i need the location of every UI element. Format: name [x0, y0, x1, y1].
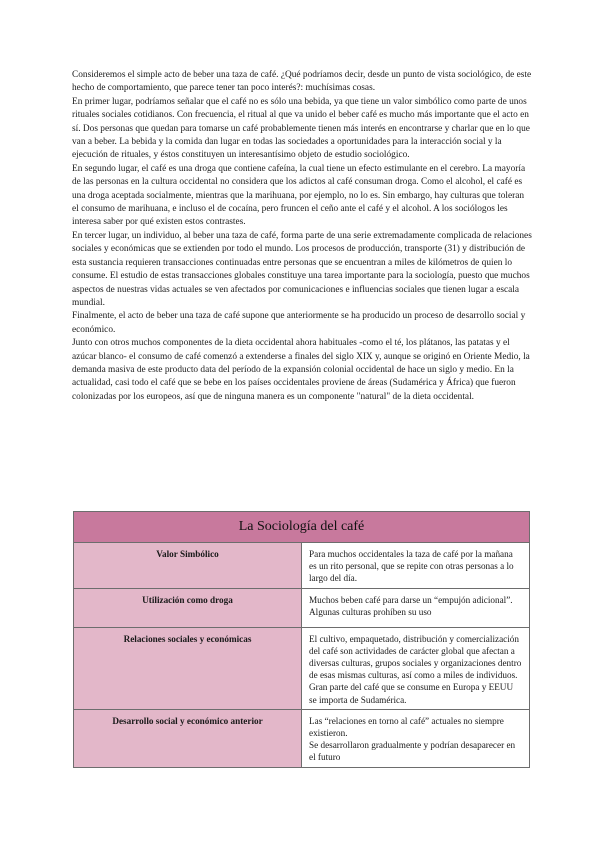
row-label: Relaciones sociales y económicas: [74, 627, 302, 709]
row-value-line: Se desarrollaron gradualmente y podrían desaparecer en el futuro: [309, 740, 516, 763]
paragraph-first-point: En primer lugar, podríamos señalar que el café no es sólo una bebida, ya que tiene un valor simbólico como parte de unos rituales sociales cotidianos. Con frecuencia, el ritual al que va unido el beber café es mucho más importante que el acto en sí. Dos personas que quedan para tomarse un café probablemente tienen más interés en encontrarse y charlar que en lo que van a beber. La bebida y la comida dan lugar en todas las sociedades a oportunidades para la interacción social y la ejecución de rituales, y éstos constituyen un interesantísimo objeto de estudio sociológico.: [72, 96, 530, 161]
table-row: [74, 627, 530, 709]
sociology-coffee-table: [73, 511, 530, 768]
table-row: [74, 588, 530, 627]
row-value-line: Para muchos occidentales la taza de café por la mañana es un rito personal, que se repite con otras personas a lo largo del día.: [309, 549, 514, 584]
row-value: [302, 588, 530, 627]
row-value: [302, 709, 530, 767]
paragraph-history: Junto con otros muchos componentes de la dieta occidental ahora habituales -como el té, los plátanos, las patatas y el azúcar blanco- el consumo de café comenzó a extenderse a finales del siglo XIX y, aunque se originó en Oriente Medio, la demanda masiva de este producto data del período de la expansión colonial occidental de hace un siglo y medio. En la actualidad, casi todo el café que se bebe en los países occidentales proviene de áreas (Sudamérica y África) que fueron colonizadas por los europeos, así que de ninguna manera es un componente "natural" de la dieta occidental.: [72, 338, 530, 402]
row-label: Valor Simbólico: [74, 543, 302, 589]
body-text: [72, 69, 532, 404]
table-title: La Sociología del café: [74, 512, 530, 543]
paragraph-third-point: En tercer lugar, un individuo, al beber una taza de café, forma parte de una serie extremadamente complicada de relaciones sociales y económicas que se extienden por todo el mundo. Los procesos de producción, transporte (31) y distribución de esta sustancia requieren transacciones continuadas entre personas que se encuentran a miles de kilómetros de quien lo consume. El estudio de estas transacciones globales constituye una tarea importante para la sociología, puesto que muchos aspectos de nuestras vidas actuales se ven afectados por comunicaciones e influencias sociales que tienen lugar a escala mundial.: [72, 230, 532, 308]
row-value-line: Las “relaciones en torno al café” actuales no siempre existieron.: [309, 715, 504, 739]
paragraph-finally: Finalmente, el acto de beber una taza de café supone que anteriormente se ha producido un proceso de desarrollo social y económico.: [72, 311, 526, 335]
row-label: Utilización como droga: [74, 588, 302, 627]
table-row: [74, 543, 530, 589]
row-label: Desarrollo social y económico anterior: [74, 709, 302, 767]
row-value-line: Muchos beben café para darse un “empujón adicional”. Algunas culturas prohíben su uso: [309, 594, 513, 617]
table-title-row: [74, 512, 530, 543]
table-row: [74, 709, 530, 767]
row-value: [302, 543, 530, 589]
paragraph-intro: Consideremos el simple acto de beber una taza de café. ¿Qué podríamos decir, desde un punto de vista sociológico, de este hecho de comportamiento, que parece tener tan poco interés?: muchísimas cosas.: [72, 70, 532, 94]
row-value: [302, 627, 530, 709]
paragraph-second-point: En segundo lugar, el café es una droga que contiene cafeína, la cual tiene un efecto estimulante en el cerebro. La mayoría de las personas en la cultura occidental no considera que los adictos al café consuman droga. Como el alcohol, el café es una droga aceptada socialmente, mientras que la marihuana, por ejemplo, no lo es. Sin embargo, hay culturas que toleran el consumo de marihuana, e incluso el de cocaína, pero fruncen el ceño ante el café y el alcohol. A los sociólogos les interesa saber por qué existen estos contrastes.: [72, 163, 526, 228]
row-value-line: El cultivo, empaquetado, distribución y comercialización del café son actividades de carácter global que afectan a diversas culturas, grupos sociales y organizaciones dentro de esas mismas culturas, así como a miles de individuos. Gran parte del café que se consume en Europa y EEUU se importa de Sudamérica.: [309, 633, 522, 705]
